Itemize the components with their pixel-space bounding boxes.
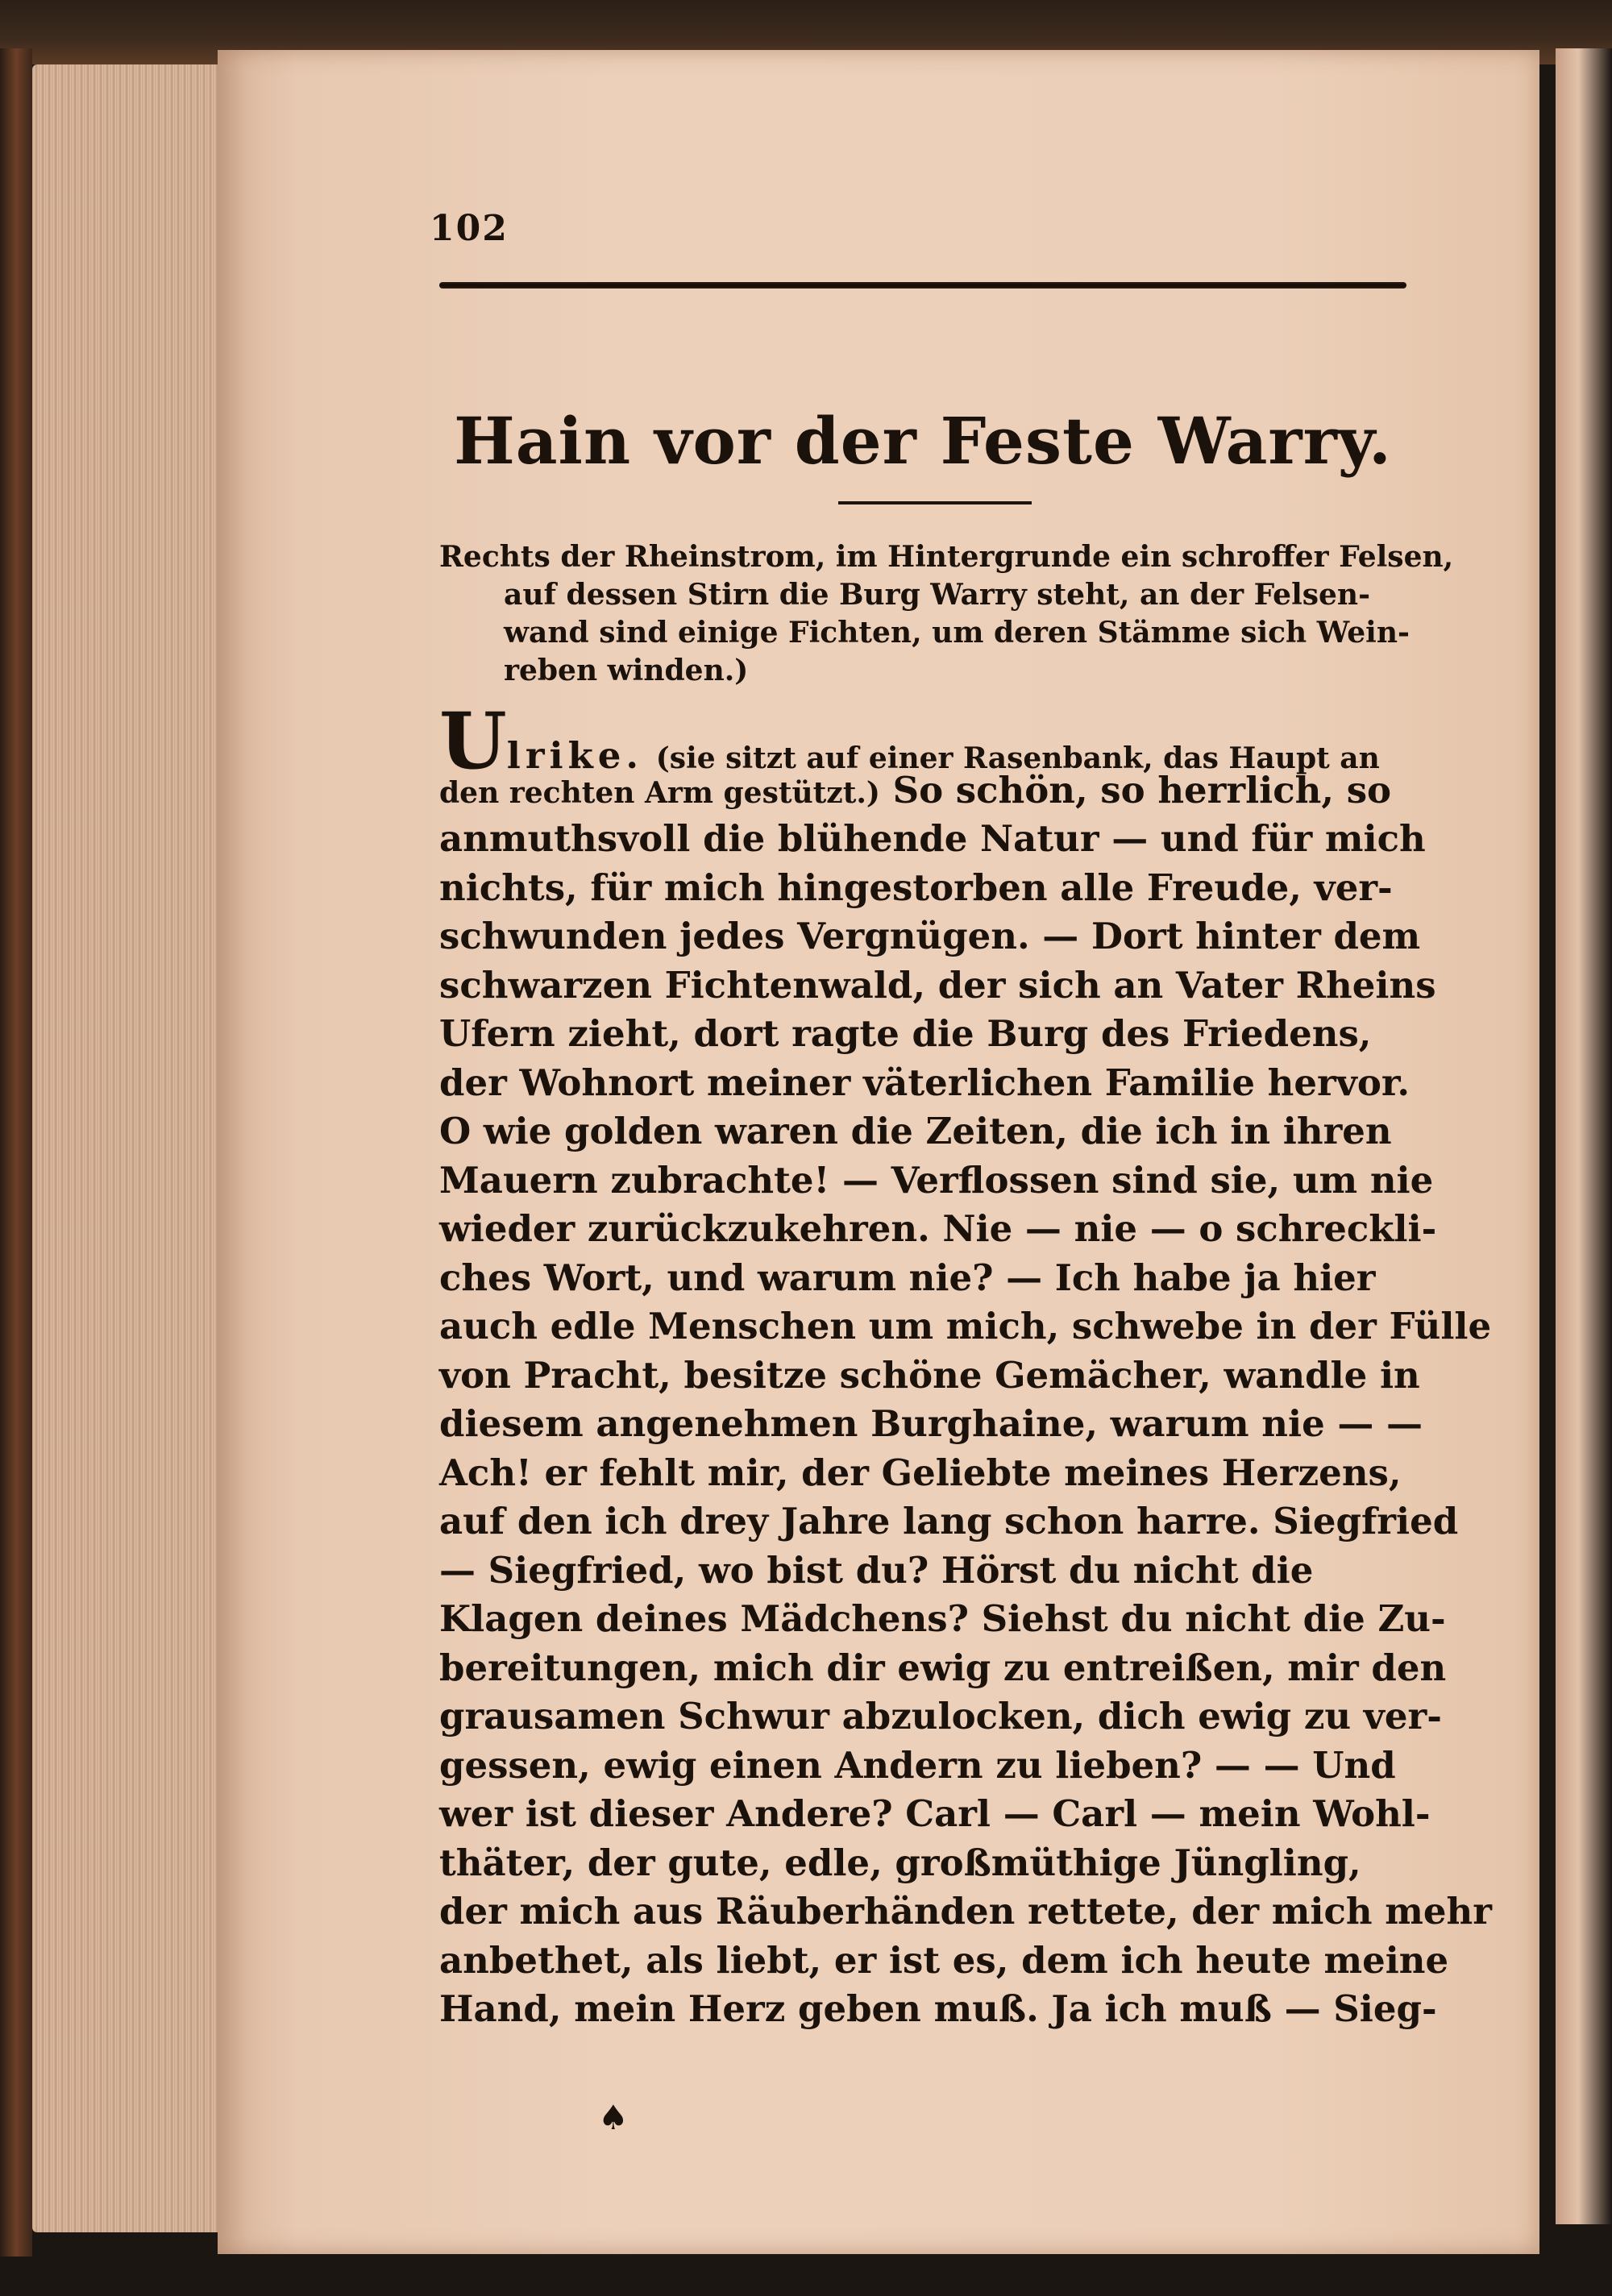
page-stack-edge <box>32 64 226 2232</box>
speech-line: Hand, mein Herz geben muß. Ja ich muß — Sieg- <box>439 1987 1437 2030</box>
speech-line: anbethet, als liebt, er ist es, dem ich heute meine <box>439 1938 1449 1982</box>
speech-line: der Wohnort meiner väterlichen Familie hervor. <box>439 1061 1410 1104</box>
stage-direction-line: reben winden.) <box>504 654 749 687</box>
speech-line: schwarzen Fichtenwald, der sich an Vater Rheins <box>439 963 1436 1007</box>
speech-line: Mauern zubrachte! — Verflossen sind sie, um nie <box>439 1158 1434 1202</box>
book-cover-spine <box>0 48 32 2257</box>
speech-line: gessen, ewig einen Andern zu lieben? — — Und <box>439 1743 1396 1787</box>
speech-line: auch edle Menschen um mich, schwebe in der Fülle <box>439 1305 1492 1347</box>
printer-ornament: ♠ <box>598 2098 629 2137</box>
speech-line: O wie golden waren die Zeiten, die ich in ihren <box>439 1110 1392 1152</box>
speech-line: diesem angenehmen Burghaine, warum nie — — <box>439 1402 1423 1445</box>
speech-line: der mich aus Räuberhänden rettete, der mich mehr <box>439 1890 1492 1933</box>
speech-line: auf den ich drey Jahre lang schon harre. Siegfried <box>439 1500 1459 1542</box>
header-rule <box>439 282 1406 289</box>
speech-line <box>439 766 1423 816</box>
speech-line: nichts, für mich hingestorben alle Freude, ver- <box>439 866 1393 909</box>
speech-line: bereitungen, mich dir ewig zu entreißen, mir den <box>439 1646 1447 1689</box>
speech-line: schwunden jedes Vergnügen. — Dort hinter dem <box>439 915 1421 957</box>
speech-line: wieder zurückzukehren. Nie — nie — o schreckli- <box>439 1207 1437 1250</box>
speech-line: von Pracht, besitze schöne Gemächer, wandle in <box>439 1353 1420 1397</box>
speech-line: grausamen Schwur abzulocken, dich ewig zu ver- <box>439 1695 1442 1738</box>
speaker-direction: (sie sitzt auf einer Rasenbank, das Haupt an <box>655 741 1380 775</box>
speaker-name: lrike. <box>506 734 644 777</box>
speech-line: ches Wort, und warum nie? — Ich habe ja hier <box>439 1256 1376 1299</box>
speech-line-text: So schön, so herrlich, so <box>879 768 1392 812</box>
drop-cap: U <box>439 695 507 787</box>
speech-line: wer ist dieser Andere? Carl — Carl — mein Wohl- <box>439 1792 1431 1835</box>
stage-direction <box>439 538 1454 690</box>
speech-line: Ach! er fehlt mir, der Geliebte meines Herzens, <box>439 1451 1402 1494</box>
speech-line: Ufern zieht, dort ragte die Burg des Friedens, <box>439 1012 1372 1055</box>
speech-line: — Siegfried, wo bist du? Hörst du nicht die <box>439 1548 1314 1592</box>
speaker-direction-cont: den rechten Arm gestützt.) <box>439 775 880 810</box>
speech-text <box>439 695 1492 2034</box>
title-rule <box>838 501 1032 504</box>
speech-first-line <box>439 695 1423 787</box>
speech-line: anmuthsvoll die blühende Natur — und für mich <box>439 817 1426 860</box>
stage-direction-line: auf dessen Stirn die Burg Warry steht, an der Felsen- <box>504 578 1371 612</box>
scene-title: Hain vor der Feste Warry. <box>454 403 1392 479</box>
speech-line: Klagen deines Mädchens? Siehst du nicht die Zu- <box>439 1597 1446 1640</box>
speech-line: thäter, der gute, edle, großmüthige Jüngling, <box>439 1841 1361 1884</box>
facing-page-edge <box>1556 48 1612 2224</box>
page-number: 102 <box>430 208 509 249</box>
stage-direction-line: Rechts der Rheinstrom, im Hintergrunde ein schroffer Felsen, <box>439 540 1454 574</box>
stage-direction-line: wand sind einige Fichten, um deren Stämme sich Wein- <box>504 616 1410 650</box>
